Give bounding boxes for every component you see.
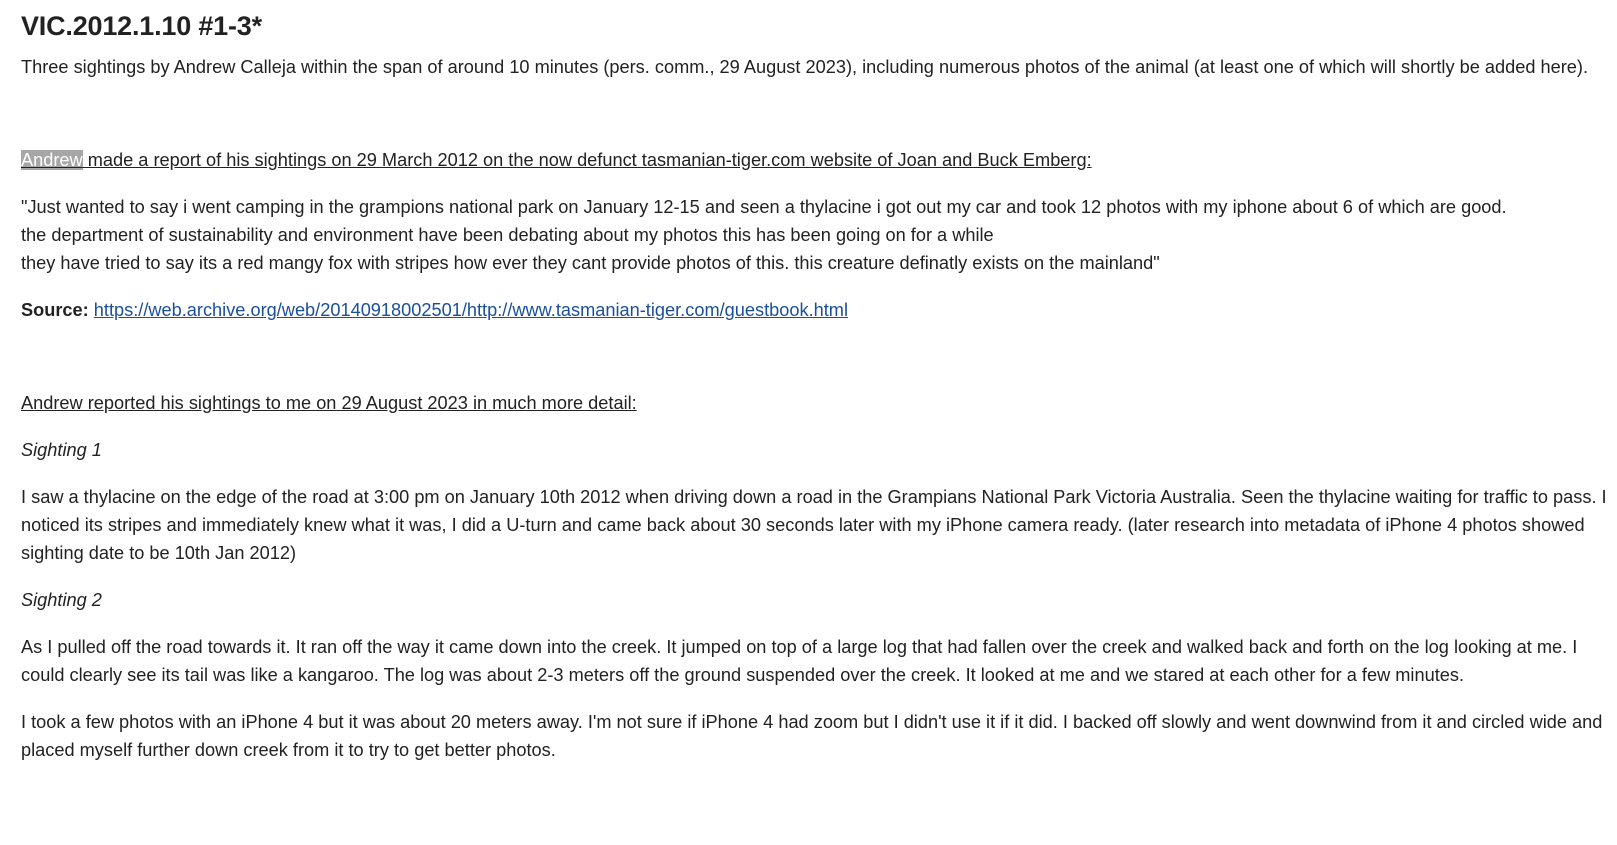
report-heading-2012 [21,146,1611,174]
source-link[interactable]: https://web.archive.org/web/20140918002501/http://www.tasmanian-tiger.com/guestbook.html [93,300,848,320]
report-heading-2012-text: made a report of his sightings on 29 March 2012 on the now defunct tasmanian-tiger.com website of Joan and Buck Emberg: [82,150,1092,170]
sighting-2-label: Sighting 2 [21,590,102,610]
intro-paragraph: Three sightings by Andrew Calleja within the span of around 10 minutes (pers. comm., 29 August 2023), including numerous photos of the animal (at least one of which will shortly be added here). [21,57,1589,77]
sighting-2-text-2: I took a few photos with an iPhone 4 but it was about 20 meters away. I'm not sure if iPhone 4 had zoom but I didn't use it if it did. I backed off slowly and went downwind from it and circled wide and placed myself further down creek from it to try to get better photos. [21,712,1603,760]
page-title: VIC.2012.1.10 #1-3* [21,11,262,41]
source-line [21,296,1611,324]
source-label: Source: [21,300,89,320]
sighting-2-text-1: As I pulled off the road towards it. It ran off the way it came down into the creek. It jumped on top of a large log that had fallen over the creek and walked back and forth on the log looking at me. I could clearly see its tail was like a kangaroo. The log was about 2-3 meters off the ground suspended over the creek. It looked at me and we stared at each other for a few minutes. [21,637,1578,685]
sighting-1-label: Sighting 1 [21,440,102,460]
selected-text-highlight[interactable]: Andrew [21,150,83,170]
quote-line-2: the department of sustainability and environment have been debating about my photos this has been going on for a while [21,225,994,245]
sighting-1-text: I saw a thylacine on the edge of the road at 3:00 pm on January 10th 2012 when driving down a road in the Grampians National Park Victoria Australia. Seen the thylacine waiting for traffic to pass. I noticed its stripes and immediately knew what it was, I did a U-turn and came back about 30 seconds later with my iPhone camera ready. (later research into metadata of iPhone 4 photos showed sighting date to be 10th Jan 2012) [21,487,1607,563]
report-heading-2023: Andrew reported his sightings to me on 29 August 2023 in much more detail: [21,393,637,413]
quote-line-3: they have tried to say its a red mangy fox with stripes how ever they cant provide photos of this. this creature definatly exists on the mainland" [21,253,1160,273]
quote-line-1: "Just wanted to say i went camping in the grampions national park on January 12-15 and seen a thylacine i got out my car and took 12 photos with my iphone about 6 of which are good. [21,197,1507,217]
guestbook-quote [21,193,1611,277]
